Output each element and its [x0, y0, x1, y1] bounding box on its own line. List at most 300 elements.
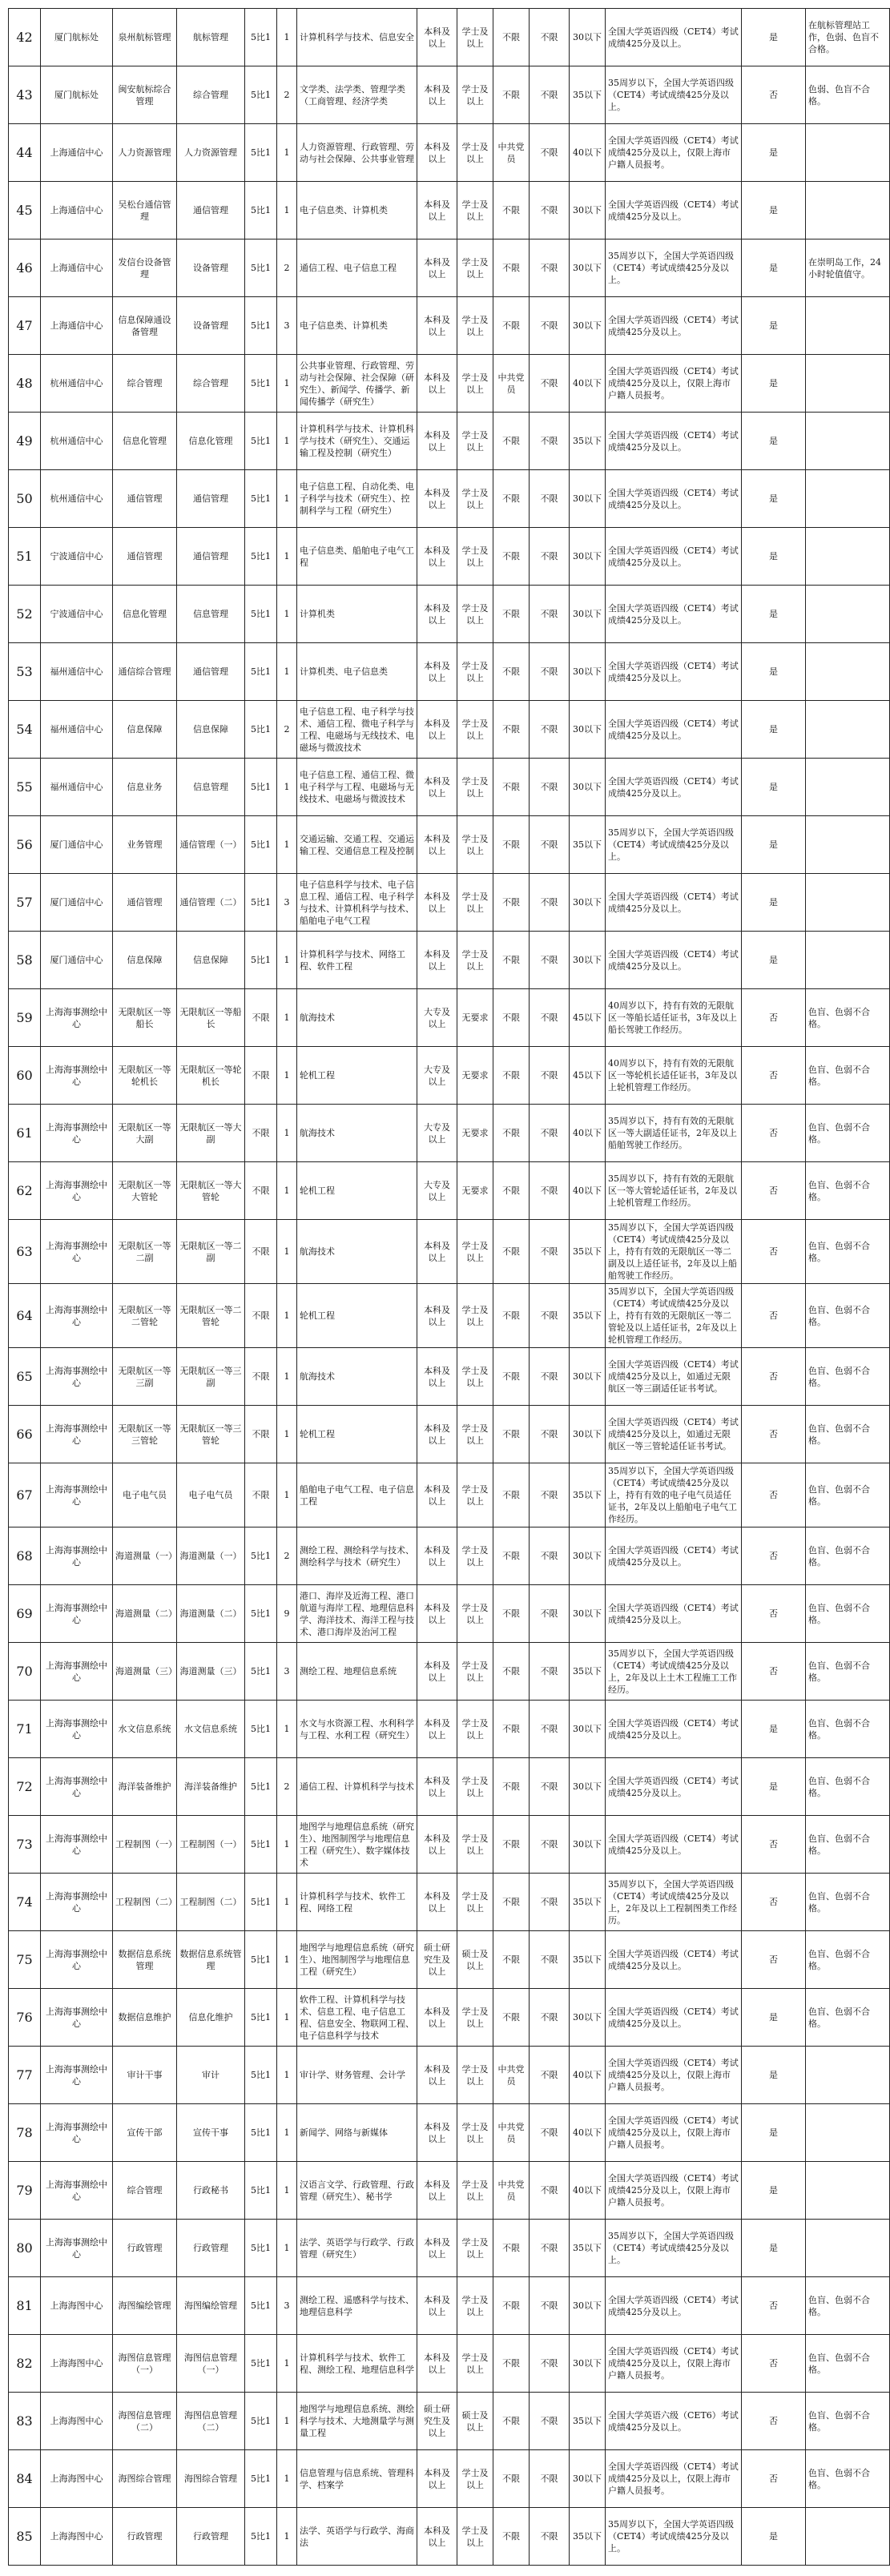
department: 信息保障通设备管理	[113, 297, 177, 355]
table-row	[9, 1643, 890, 1701]
grassroots-flag: 是	[742, 470, 806, 528]
work-experience: 不限	[530, 470, 570, 528]
row-number: 56	[9, 816, 41, 874]
education-requirement: 硕士研究生及以上	[417, 1931, 457, 1989]
department: 无限航区一等大副	[113, 1105, 177, 1162]
other-requirements: 全国大学英语四级（CET4）考试成绩425分及以上。	[606, 701, 742, 759]
department: 吴松台通信管理	[113, 182, 177, 239]
position-name: 综合管理	[177, 66, 245, 124]
grassroots-flag: 是	[742, 2508, 806, 2566]
other-requirements: 35周岁以下，全国大学英语四级（CET4）考试成绩425分及以上，持有有效的无限航区一等二管轮及以上适任证书，2年及以上轮机管理工作经历。	[606, 1284, 742, 1348]
position-name: 水文信息系统	[177, 1701, 245, 1758]
employer-unit: 上海海事测绘中心	[41, 1105, 113, 1162]
education-requirement: 本科及以上	[417, 124, 457, 182]
age-requirement: 35以下	[570, 2393, 606, 2450]
grassroots-flag: 是	[742, 2162, 806, 2220]
position-name: 无限航区一等二副	[177, 1220, 245, 1284]
hiring-count: 1	[277, 355, 297, 413]
political-requirement: 不限	[493, 1527, 530, 1585]
political-requirement: 不限	[493, 1816, 530, 1874]
position-name: 宣传干事	[177, 2104, 245, 2162]
employer-unit: 上海海事测绘中心	[41, 1220, 113, 1284]
table-row	[9, 2508, 890, 2566]
work-experience: 不限	[530, 874, 570, 932]
age-requirement: 40以下	[570, 2047, 606, 2104]
table-row	[9, 932, 890, 989]
degree-requirement: 学士及以上	[457, 182, 493, 239]
major-requirement: 测绘工程、遥感科学与技术、地理信息科学	[297, 2277, 417, 2335]
interview-ratio: 5比1	[245, 66, 277, 124]
hiring-count: 1	[277, 2508, 297, 2566]
political-requirement: 不限	[493, 1162, 530, 1220]
degree-requirement: 学士及以上	[457, 124, 493, 182]
age-requirement: 35以下	[570, 1463, 606, 1527]
remarks: 色盲、色弱不合格。	[806, 2450, 890, 2508]
grassroots-flag: 否	[742, 2335, 806, 2393]
major-requirement: 信息管理与信息系统、管理科学、档案学	[297, 2450, 417, 2508]
education-requirement: 本科及以上	[417, 66, 457, 124]
employer-unit: 厦门航标处	[41, 66, 113, 124]
other-requirements: 全国大学英语四级（CET4）考试成绩425分及以上。	[606, 1758, 742, 1816]
education-requirement: 本科及以上	[417, 2162, 457, 2220]
education-requirement: 本科及以上	[417, 182, 457, 239]
employer-unit: 上海海事测绘中心	[41, 989, 113, 1047]
education-requirement: 本科及以上	[417, 1701, 457, 1758]
other-requirements: 35周岁以下，全国大学英语四级（CET4）考试成绩425分及以上。	[606, 2508, 742, 2566]
education-requirement: 本科及以上	[417, 1220, 457, 1284]
degree-requirement: 学士及以上	[457, 874, 493, 932]
remarks	[806, 297, 890, 355]
age-requirement: 35以下	[570, 66, 606, 124]
age-requirement: 30以下	[570, 9, 606, 66]
degree-requirement: 学士及以上	[457, 2277, 493, 2335]
other-requirements: 全国大学英语四级（CET4）考试成绩425分及以上。	[606, 1989, 742, 2047]
grassroots-flag: 是	[742, 643, 806, 701]
row-number: 81	[9, 2277, 41, 2335]
row-number: 53	[9, 643, 41, 701]
position-name: 行政管理	[177, 2508, 245, 2566]
political-requirement: 不限	[493, 701, 530, 759]
major-requirement: 公共事业管理、行政管理、劳动与社会保障、社会保障（研究生）、新闻学、传播学、新闻传播学（研究生）	[297, 355, 417, 413]
table-row	[9, 470, 890, 528]
row-number: 58	[9, 932, 41, 989]
age-requirement: 40以下	[570, 124, 606, 182]
work-experience: 不限	[530, 297, 570, 355]
degree-requirement: 无要求	[457, 1105, 493, 1162]
work-experience: 不限	[530, 2450, 570, 2508]
employer-unit: 上海海事测绘中心	[41, 1284, 113, 1348]
major-requirement: 审计学、财务管理、会计学	[297, 2047, 417, 2104]
grassroots-flag: 否	[742, 1047, 806, 1105]
employer-unit: 上海海事测绘中心	[41, 1989, 113, 2047]
hiring-count: 1	[277, 989, 297, 1047]
remarks	[806, 470, 890, 528]
employer-unit: 杭州通信中心	[41, 470, 113, 528]
grassroots-flag: 否	[742, 2277, 806, 2335]
work-experience: 不限	[530, 1406, 570, 1463]
department: 通信管理	[113, 874, 177, 932]
interview-ratio: 5比1	[245, 1931, 277, 1989]
education-requirement: 本科及以上	[417, 1585, 457, 1643]
age-requirement: 40以下	[570, 2104, 606, 2162]
political-requirement: 不限	[493, 1105, 530, 1162]
position-name: 无限航区一等二管轮	[177, 1284, 245, 1348]
major-requirement: 测绘工程、测绘科学与技术、测绘科学与技术（研究生）	[297, 1527, 417, 1585]
major-requirement: 测绘工程、地理信息系统	[297, 1643, 417, 1701]
education-requirement: 大专及以上	[417, 1105, 457, 1162]
grassroots-flag: 是	[742, 701, 806, 759]
employer-unit: 厦门航标处	[41, 9, 113, 66]
other-requirements: 全国大学英语四级（CET4）考试成绩425分及以上，仅限上海市户籍人员报考。	[606, 2335, 742, 2393]
work-experience: 不限	[530, 643, 570, 701]
interview-ratio: 5比1	[245, 124, 277, 182]
grassroots-flag: 是	[742, 1758, 806, 1816]
political-requirement: 不限	[493, 182, 530, 239]
other-requirements: 全国大学英语四级（CET4）考试成绩425分及以上。	[606, 586, 742, 643]
degree-requirement: 学士及以上	[457, 66, 493, 124]
education-requirement: 本科及以上	[417, 2508, 457, 2566]
education-requirement: 本科及以上	[417, 355, 457, 413]
work-experience: 不限	[530, 2335, 570, 2393]
political-requirement: 不限	[493, 1348, 530, 1406]
education-requirement: 大专及以上	[417, 1162, 457, 1220]
hiring-count: 1	[277, 1874, 297, 1931]
major-requirement: 计算机科学与技术、软件工程、网络工程	[297, 1874, 417, 1931]
degree-requirement: 学士及以上	[457, 297, 493, 355]
age-requirement: 35以下	[570, 1284, 606, 1348]
grassroots-flag: 否	[742, 1348, 806, 1406]
hiring-count: 1	[277, 643, 297, 701]
political-requirement: 不限	[493, 2450, 530, 2508]
interview-ratio: 5比1	[245, 816, 277, 874]
education-requirement: 本科及以上	[417, 932, 457, 989]
remarks: 色盲、色弱不合格。	[806, 1758, 890, 1816]
department: 无限航区一等三管轮	[113, 1406, 177, 1463]
grassroots-flag: 否	[742, 2393, 806, 2450]
row-number: 54	[9, 701, 41, 759]
row-number: 75	[9, 1931, 41, 1989]
work-experience: 不限	[530, 1463, 570, 1527]
hiring-count: 1	[277, 413, 297, 470]
degree-requirement: 学士及以上	[457, 470, 493, 528]
degree-requirement: 学士及以上	[457, 2450, 493, 2508]
department: 水文信息系统	[113, 1701, 177, 1758]
employer-unit: 杭州通信中心	[41, 413, 113, 470]
work-experience: 不限	[530, 239, 570, 297]
age-requirement: 30以下	[570, 182, 606, 239]
position-name: 信息管理	[177, 759, 245, 816]
table-row	[9, 239, 890, 297]
education-requirement: 本科及以上	[417, 1284, 457, 1348]
major-requirement: 电子信息类、船舶电子电气工程	[297, 528, 417, 586]
employer-unit: 上海通信中心	[41, 182, 113, 239]
position-name: 通信管理（二）	[177, 874, 245, 932]
table-row	[9, 1758, 890, 1816]
degree-requirement: 学士及以上	[457, 643, 493, 701]
interview-ratio: 5比1	[245, 413, 277, 470]
table-row	[9, 355, 890, 413]
grassroots-flag: 是	[742, 932, 806, 989]
table-row	[9, 989, 890, 1047]
position-name: 设备管理	[177, 297, 245, 355]
position-name: 信息保障	[177, 932, 245, 989]
row-number: 70	[9, 1643, 41, 1701]
major-requirement: 船舶电子电气工程、电子信息工程	[297, 1463, 417, 1527]
other-requirements: 全国大学英语四级（CET4）考试成绩425分及以上。	[606, 874, 742, 932]
department: 海道测量（三）	[113, 1643, 177, 1701]
other-requirements: 35周岁以下，全国大学英语四级（CET4）考试成绩425分及以上，持有有效的电子电气员适任证书，2年及以上船舶电子电气工作经历。	[606, 1463, 742, 1527]
education-requirement: 本科及以上	[417, 2450, 457, 2508]
work-experience: 不限	[530, 816, 570, 874]
row-number: 85	[9, 2508, 41, 2566]
table-row	[9, 2277, 890, 2335]
education-requirement: 本科及以上	[417, 413, 457, 470]
employer-unit: 上海海事测绘中心	[41, 2162, 113, 2220]
interview-ratio: 5比1	[245, 643, 277, 701]
department: 海图信息管理（二）	[113, 2393, 177, 2450]
remarks: 在航标管理站工作，色弱、色盲不合格。	[806, 9, 890, 66]
department: 海洋装备维护	[113, 1758, 177, 1816]
education-requirement: 本科及以上	[417, 701, 457, 759]
degree-requirement: 学士及以上	[457, 1989, 493, 2047]
employer-unit: 上海海事测绘中心	[41, 1643, 113, 1701]
hiring-count: 2	[277, 66, 297, 124]
degree-requirement: 学士及以上	[457, 1701, 493, 1758]
degree-requirement: 学士及以上	[457, 2508, 493, 2566]
interview-ratio: 5比1	[245, 2104, 277, 2162]
political-requirement: 不限	[493, 66, 530, 124]
major-requirement: 电子信息类、计算机类	[297, 182, 417, 239]
major-requirement: 地图学与地理信息系统、测绘科学与技术、大地测量学与测量工程	[297, 2393, 417, 2450]
work-experience: 不限	[530, 701, 570, 759]
employer-unit: 宁波通信中心	[41, 586, 113, 643]
degree-requirement: 学士及以上	[457, 701, 493, 759]
work-experience: 不限	[530, 2393, 570, 2450]
education-requirement: 本科及以上	[417, 1758, 457, 1816]
education-requirement: 本科及以上	[417, 816, 457, 874]
table-row	[9, 1931, 890, 1989]
political-requirement: 不限	[493, 1284, 530, 1348]
row-number: 65	[9, 1348, 41, 1406]
education-requirement: 本科及以上	[417, 9, 457, 66]
interview-ratio: 5比1	[245, 874, 277, 932]
row-number: 57	[9, 874, 41, 932]
grassroots-flag: 否	[742, 1585, 806, 1643]
work-experience: 不限	[530, 989, 570, 1047]
other-requirements: 全国大学英语四级（CET4）考试成绩425分及以上。	[606, 2277, 742, 2335]
table-body	[9, 9, 890, 2566]
political-requirement: 不限	[493, 1931, 530, 1989]
hiring-count: 1	[277, 586, 297, 643]
hiring-count: 1	[277, 1348, 297, 1406]
other-requirements: 全国大学英语四级（CET4）考试成绩425分及以上。	[606, 1701, 742, 1758]
department: 无限航区一等三副	[113, 1348, 177, 1406]
work-experience: 不限	[530, 1105, 570, 1162]
grassroots-flag: 否	[742, 2450, 806, 2508]
interview-ratio: 5比1	[245, 932, 277, 989]
position-name: 人力资源管理	[177, 124, 245, 182]
grassroots-flag: 否	[742, 1105, 806, 1162]
table-row	[9, 874, 890, 932]
education-requirement: 本科及以上	[417, 2104, 457, 2162]
age-requirement: 35以下	[570, 2220, 606, 2277]
grassroots-flag: 是	[742, 586, 806, 643]
table-row	[9, 586, 890, 643]
education-requirement: 本科及以上	[417, 2220, 457, 2277]
other-requirements: 全国大学英语四级（CET4）考试成绩425分及以上。	[606, 643, 742, 701]
department: 通信管理	[113, 470, 177, 528]
major-requirement: 电子信息工程、自动化类、电子科学与技术（研究生）、控制科学与工程（研究生）	[297, 470, 417, 528]
table-row	[9, 816, 890, 874]
political-requirement: 不限	[493, 297, 530, 355]
employer-unit: 厦门通信中心	[41, 932, 113, 989]
work-experience: 不限	[530, 1701, 570, 1758]
work-experience: 不限	[530, 1758, 570, 1816]
age-requirement: 30以下	[570, 759, 606, 816]
employer-unit: 宁波通信中心	[41, 528, 113, 586]
degree-requirement: 学士及以上	[457, 1406, 493, 1463]
position-name: 工程制图（二）	[177, 1874, 245, 1931]
major-requirement: 人力资源管理、行政管理、劳动与社会保障、公共事业管理	[297, 124, 417, 182]
interview-ratio: 5比1	[245, 701, 277, 759]
degree-requirement: 学士及以上	[457, 1816, 493, 1874]
work-experience: 不限	[530, 1047, 570, 1105]
position-name: 信息化维护	[177, 1989, 245, 2047]
other-requirements: 40周岁以下，持有有效的无限航区一等轮机长适任证书，3年及以上轮机管理工作经历。	[606, 1047, 742, 1105]
political-requirement: 中共党员	[493, 2162, 530, 2220]
grassroots-flag: 否	[742, 1874, 806, 1931]
political-requirement: 不限	[493, 643, 530, 701]
position-name: 无限航区一等三管轮	[177, 1406, 245, 1463]
interview-ratio: 5比1	[245, 9, 277, 66]
position-name: 海图信息管理（二）	[177, 2393, 245, 2450]
interview-ratio: 5比1	[245, 1701, 277, 1758]
interview-ratio: 5比1	[245, 1643, 277, 1701]
row-number: 52	[9, 586, 41, 643]
grassroots-flag: 是	[742, 297, 806, 355]
department: 数据信息系统管理	[113, 1931, 177, 1989]
degree-requirement: 学士及以上	[457, 355, 493, 413]
major-requirement: 计算机类、电子信息类	[297, 643, 417, 701]
department: 海图综合管理	[113, 2450, 177, 2508]
employer-unit: 上海海事测绘中心	[41, 1816, 113, 1874]
political-requirement: 不限	[493, 1643, 530, 1701]
remarks: 色盲、色弱不合格。	[806, 2277, 890, 2335]
hiring-count: 1	[277, 1162, 297, 1220]
employer-unit: 上海海事测绘中心	[41, 1701, 113, 1758]
row-number: 43	[9, 66, 41, 124]
row-number: 47	[9, 297, 41, 355]
education-requirement: 本科及以上	[417, 2277, 457, 2335]
political-requirement: 不限	[493, 759, 530, 816]
grassroots-flag: 是	[742, 182, 806, 239]
department: 海图编绘管理	[113, 2277, 177, 2335]
table-row	[9, 1527, 890, 1585]
age-requirement: 40以下	[570, 1162, 606, 1220]
department: 无限航区一等船长	[113, 989, 177, 1047]
employer-unit: 上海海图中心	[41, 2393, 113, 2450]
degree-requirement: 硕士及以上	[457, 2393, 493, 2450]
table-row	[9, 2393, 890, 2450]
department: 信息保障	[113, 701, 177, 759]
major-requirement: 电子信息类、计算机类	[297, 297, 417, 355]
grassroots-flag: 否	[742, 1162, 806, 1220]
row-number: 50	[9, 470, 41, 528]
hiring-count: 1	[277, 2393, 297, 2450]
position-name: 无限航区一等大管轮	[177, 1162, 245, 1220]
hiring-count: 1	[277, 2162, 297, 2220]
major-requirement: 软件工程、计算机科学与技术、信息工程、电子信息工程、信息安全、物联网工程、电子信息科学与技术	[297, 1989, 417, 2047]
other-requirements: 全国大学英语六级（CET6）考试成绩425分及以上。	[606, 2393, 742, 2450]
department: 信息化管理	[113, 413, 177, 470]
education-requirement: 本科及以上	[417, 1874, 457, 1931]
remarks	[806, 759, 890, 816]
grassroots-flag: 否	[742, 1643, 806, 1701]
position-name: 行政秘书	[177, 2162, 245, 2220]
row-number: 60	[9, 1047, 41, 1105]
employer-unit: 上海海事测绘中心	[41, 1162, 113, 1220]
hiring-count: 1	[277, 1701, 297, 1758]
other-requirements: 35周岁以下，全国大学英语四级（CET4）考试成绩425分及以上。	[606, 2220, 742, 2277]
other-requirements: 35周岁以下，持有有效的无限航区一等大副适任证书，2年及以上船舶驾驶工作经历。	[606, 1105, 742, 1162]
employer-unit: 上海海事测绘中心	[41, 1047, 113, 1105]
remarks	[806, 643, 890, 701]
age-requirement: 30以下	[570, 1758, 606, 1816]
other-requirements: 全国大学英语四级（CET4）考试成绩425分及以上。	[606, 528, 742, 586]
education-requirement: 本科及以上	[417, 2047, 457, 2104]
table-row	[9, 413, 890, 470]
department: 通信管理	[113, 528, 177, 586]
remarks	[806, 874, 890, 932]
grassroots-flag: 是	[742, 2104, 806, 2162]
remarks: 色盲、色弱不合格。	[806, 1931, 890, 1989]
major-requirement: 计算机类	[297, 586, 417, 643]
department: 工程制图（一）	[113, 1816, 177, 1874]
position-name: 通信管理（一）	[177, 816, 245, 874]
degree-requirement: 无要求	[457, 1162, 493, 1220]
row-number: 74	[9, 1874, 41, 1931]
other-requirements: 全国大学英语四级（CET4）考试成绩425分及以上。	[606, 413, 742, 470]
work-experience: 不限	[530, 2047, 570, 2104]
other-requirements: 全国大学英语四级（CET4）考试成绩425分及以上，仅限上海市户籍人员报考。	[606, 2450, 742, 2508]
remarks	[806, 124, 890, 182]
other-requirements: 全国大学英语四级（CET4）考试成绩425分及以上。	[606, 297, 742, 355]
education-requirement: 本科及以上	[417, 643, 457, 701]
age-requirement: 35以下	[570, 1643, 606, 1701]
remarks: 在崇明岛工作，24小时轮值值守。	[806, 239, 890, 297]
remarks: 色盲、色弱不合格。	[806, 1220, 890, 1284]
work-experience: 不限	[530, 586, 570, 643]
remarks: 色盲、色弱不合格。	[806, 1585, 890, 1643]
age-requirement: 35以下	[570, 1931, 606, 1989]
education-requirement: 本科及以上	[417, 297, 457, 355]
work-experience: 不限	[530, 1348, 570, 1406]
position-name: 无限航区一等三副	[177, 1348, 245, 1406]
work-experience: 不限	[530, 1284, 570, 1348]
degree-requirement: 学士及以上	[457, 1284, 493, 1348]
grassroots-flag: 否	[742, 1931, 806, 1989]
interview-ratio: 不限	[245, 1105, 277, 1162]
degree-requirement: 学士及以上	[457, 239, 493, 297]
age-requirement: 40以下	[570, 1105, 606, 1162]
degree-requirement: 学士及以上	[457, 1643, 493, 1701]
position-name: 无限航区一等船长	[177, 989, 245, 1047]
education-requirement: 本科及以上	[417, 528, 457, 586]
other-requirements: 全国大学英语四级（CET4）考试成绩425分及以上，仅限上海市户籍人员报考。	[606, 124, 742, 182]
work-experience: 不限	[530, 1585, 570, 1643]
interview-ratio: 5比1	[245, 2162, 277, 2220]
education-requirement: 本科及以上	[417, 1406, 457, 1463]
